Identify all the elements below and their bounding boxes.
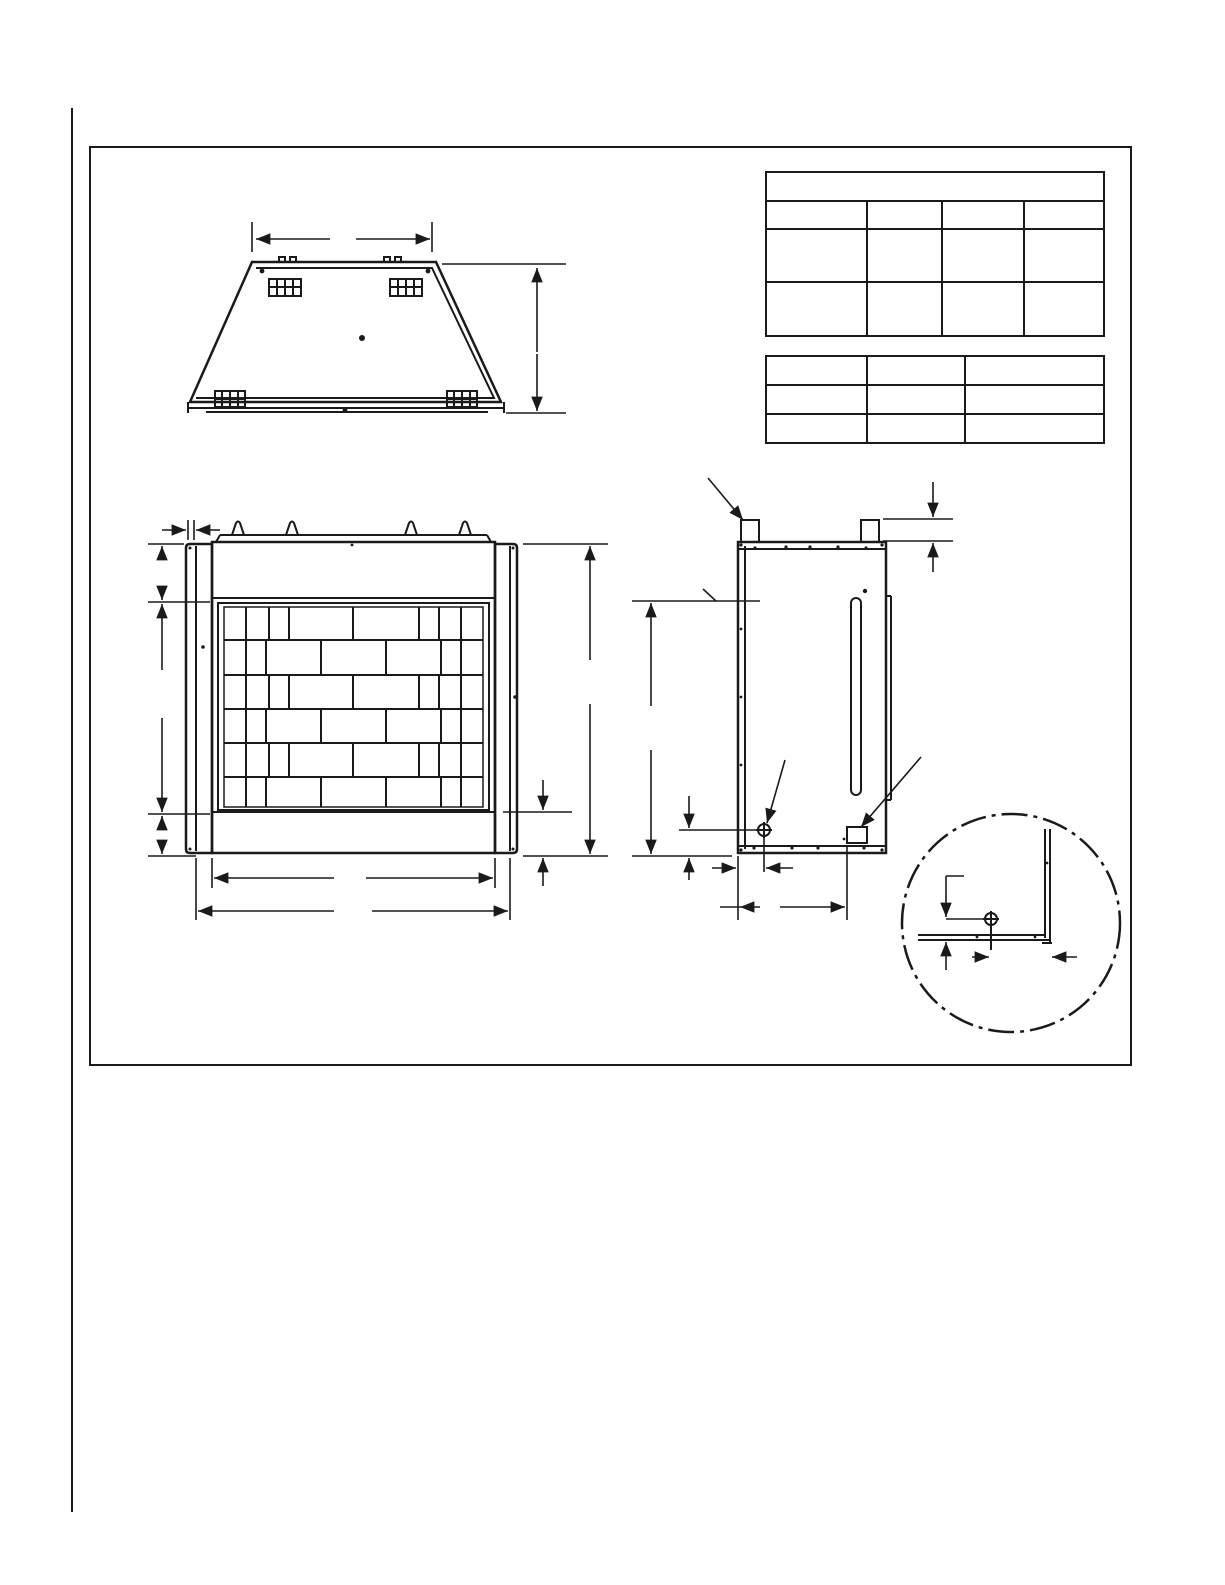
top-view [188, 257, 504, 413]
side-view [738, 520, 891, 853]
detail-view [902, 814, 1120, 1032]
front-view [186, 522, 517, 854]
figure-frame [90, 147, 1131, 1065]
top-view-dimensions [252, 222, 566, 413]
top-view-vent-left [269, 279, 301, 296]
dimensions-table [766, 172, 1104, 336]
top-view-vent-right [390, 279, 422, 296]
spec-table [766, 356, 1104, 443]
detail-view-dimensions [946, 876, 1077, 970]
top-view-vent-bottom-right [447, 391, 477, 407]
detail-view-fasteners [976, 862, 1049, 939]
firebox-brick-pattern [224, 607, 483, 807]
top-view-vent-bottom-left [215, 391, 245, 407]
